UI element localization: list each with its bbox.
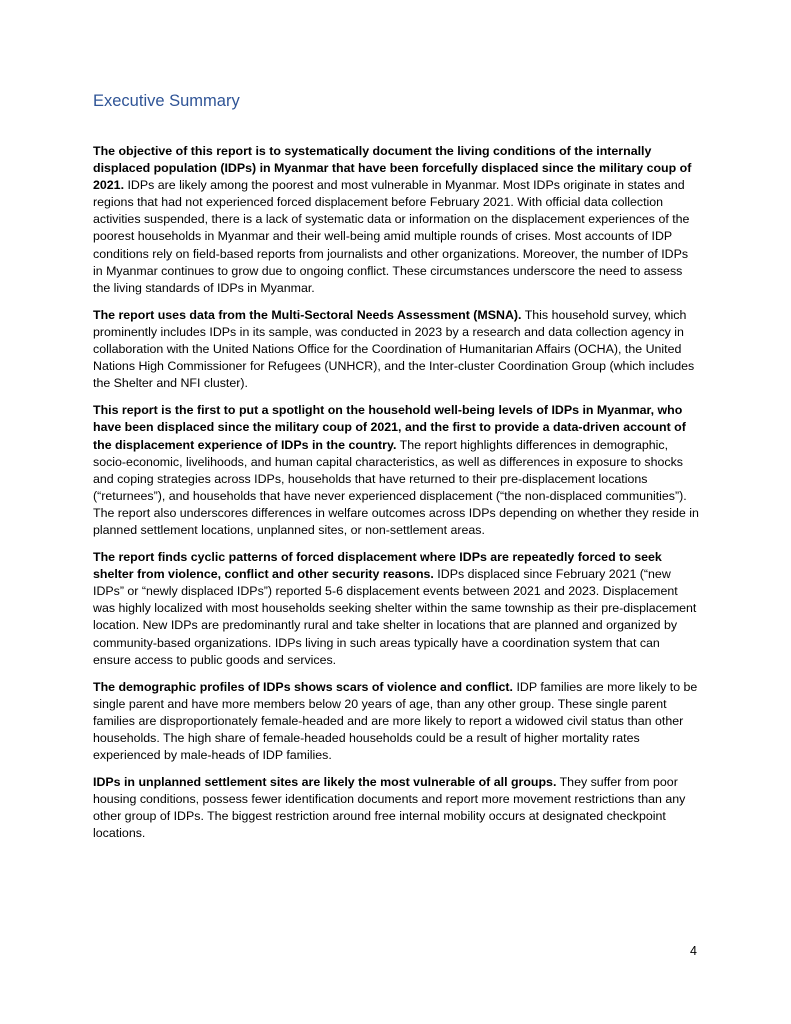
paragraph-demographics: [93, 679, 699, 764]
paragraph-text: This household survey, which prominently includes IDPs in its sample, was conducted in 2023 by a research and data collection agency in collaboration with the United Nations Office for the Coordination of Humanitarian Affairs (OCHA), the United Nations High Commissioner for Refugees (UNHCR), and the Inter-cluster Coordination Group (which includes the Shelter and NFI cluster).: [93, 307, 695, 391]
paragraph-text: The report highlights differences in demographic, socio-economic, livelihoods, and human capital characteristics, as well as differences in exposure to shocks and coping strategies across IDPs, households that have returned to their pre-displacement locations (“returnees”), and households that have never experienced displacement (“the non-displaced communities”). The report also underscores differences in welfare outcomes across IDPs depending on whether they reside in planned settlement locations, unplanned sites, or non-settlement areas.: [93, 437, 699, 537]
paragraph-cyclic-displacement: [93, 549, 699, 669]
paragraph-text: IDPs displaced since February 2021 (“new IDPs” or “newly displaced IDPs”) reported 5-6 displacement events between 2021 and 2023. Displacement was highly localized with most households seeking shelter within the same township as their pre-displacement location. New IDPs are predominantly rural and take shelter in locations that are planned and organized by community-based organizations. IDPs living in such areas typically have a coordination system that can ensure access to public goods and services.: [93, 567, 697, 667]
paragraph-lead: The demographic profiles of IDPs shows scars of violence and conflict.: [93, 679, 513, 694]
page-number: 4: [690, 944, 697, 958]
paragraph-text: They suffer from poor housing conditions, possess fewer identification documents and report more movement restrictions than any other group of IDPs. The biggest restriction around free internal mobility occurs at designated checkpoint locations.: [93, 775, 686, 841]
paragraph-spotlight: [93, 402, 699, 539]
paragraph-objective: [93, 143, 699, 297]
body-text: [93, 143, 699, 853]
paragraph-lead: IDPs in unplanned settlement sites are likely the most vulnerable of all groups.: [93, 775, 557, 790]
paragraph-lead: The report finds cyclic patterns of forced displacement where IDPs are repeatedly forced to seek shelter from violence, conflict and other security reasons.: [93, 550, 662, 582]
paragraph-lead: The objective of this report is to systematically document the living conditions of the internally displaced population (IDPs) in Myanmar that have been forcefully displaced since the military coup of 2021.: [93, 144, 692, 193]
paragraph-text: IDPs are likely among the poorest and most vulnerable in Myanmar. Most IDPs originate in states and regions that had not experienced forced displacement before February 2021. With official data collection activities suspended, there is a lack of systematic data or information on the displacement experiences of the poorest households in Myanmar and their well-being amid multiple rounds of crises. Most accounts of IDP conditions rely on field-based reports from journalists and other organizations. Moreover, the number of IDPs in Myanmar continues to grow due to ongoing conflict. These circumstances underscore the need to assess the living standards of IDPs in Myanmar.: [93, 178, 690, 295]
paragraph-unplanned-sites: [93, 774, 699, 842]
paragraph-text: IDP families are more likely to be single parent and have more members below 20 years of age, than any other group. These single parent families are disproportionately female-headed and are more likely to report a widowed civil status than other households. The high share of female-headed households could be a result of higher mortality rates experienced by male-heads of IDP families.: [93, 679, 698, 763]
paragraph-lead: The report uses data from the Multi-Sectoral Needs Assessment (MSNA).: [93, 307, 522, 322]
paragraph-lead: This report is the first to put a spotlight on the household well-being levels of IDPs in Myanmar, who have been displaced since the military coup of 2021, and the first to provide a data-driven account of the displacement experience of IDPs in the country.: [93, 403, 686, 452]
section-heading: Executive Summary: [93, 92, 240, 110]
paragraph-data-source: [93, 307, 699, 392]
